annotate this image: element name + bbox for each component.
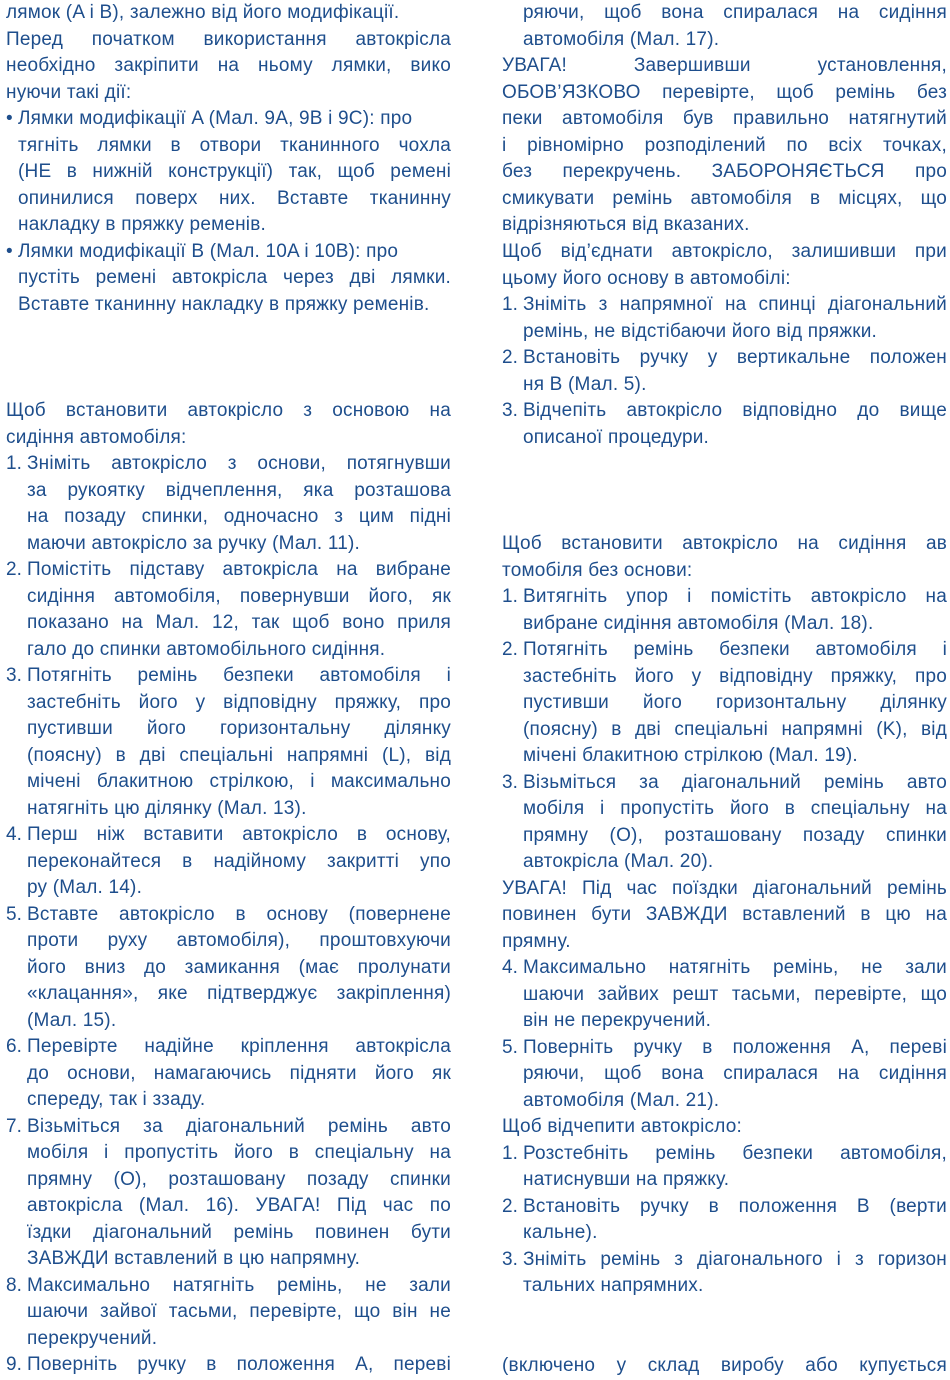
step-2: [6, 557, 451, 663]
step-number: 4.: [6, 824, 22, 845]
text-line: Вставте тканинну накладку в пряжку ременів.: [18, 293, 430, 315]
step-number: 2.: [502, 347, 518, 368]
text-line: шаючи зайвої тасьми, перевірте, що він не: [27, 1301, 451, 1322]
text-line: шаючи зайвих решт тасьми, перевірте, що: [523, 983, 947, 1005]
bullet-marker: •: [6, 108, 13, 129]
text-line: кальне).: [523, 1222, 598, 1243]
text-line: Розстебніть ремінь безпеки автомобіля,: [523, 1142, 947, 1164]
text-line: (поясну) в дві спеціальні напрямні (L), від: [27, 744, 451, 766]
text-line: повинен бути ЗАВЖДИ вставлений в цю на: [502, 904, 947, 925]
step-number: 7.: [6, 1115, 22, 1137]
text-line: Лямки модифікації B (Мал. 10A і 10B): про: [18, 240, 399, 262]
text-line: автомобіля (Мал. 21).: [523, 1089, 720, 1111]
text-line: ня B (Мал. 5).: [523, 373, 647, 395]
step-number: 3.: [6, 665, 22, 686]
text-line: відрізняються від вказаних.: [502, 214, 750, 235]
detach-step-2: [502, 345, 947, 398]
step-number: 3.: [502, 771, 518, 793]
step-number: 5.: [502, 1036, 518, 1058]
text-line: їздки діагональний ремінь повинен бути: [27, 1221, 451, 1243]
text-line: мобіля і пропустіть його в спеціальну на: [523, 798, 947, 819]
text-line: опинилися поверх них. Вставте тканинну: [18, 187, 451, 209]
unhook-step-3: [502, 1247, 947, 1300]
step-9: [6, 1352, 451, 1379]
warning-paragraph-2: [502, 876, 947, 956]
step-number: 3.: [502, 1248, 518, 1270]
step-number: 3.: [502, 400, 518, 421]
text-line: тягніть лямки в отвори тканинного чохла: [18, 134, 451, 156]
text-line: мобіля і пропустіть його в спеціальну на: [27, 1142, 451, 1163]
text-line: він не перекручений.: [523, 1010, 712, 1031]
text-line: Помістіть підставу автокрісла на вибране: [27, 559, 451, 580]
section-intro-line: сидіння автомобіля:: [6, 426, 187, 448]
text-line: проти руху автомобіля), проштовхуючи: [27, 930, 451, 951]
step-number: 1.: [502, 586, 518, 607]
text-line: Встановіть ручку в положення B (верти: [523, 1195, 947, 1217]
text-line: лямок (A і B), залежно від його модифікації.: [6, 2, 400, 23]
nobase-step-5: [502, 1035, 947, 1115]
text-line: перекручений.: [27, 1327, 158, 1349]
text-line: Перш ніж вставити автокрісло в основу,: [27, 824, 451, 845]
text-line: (поясну) в дві спеціальні напрямні (K), від: [523, 718, 947, 740]
text-line: необхідно закріпити на ньому лямки, вико: [6, 55, 451, 76]
text-line: прямну (O), розташовану позаду спинки: [523, 824, 947, 846]
text-line: ряючи, щоб вона спиралася на сидіння: [523, 1063, 947, 1084]
text-line: ру (Мал. 14).: [27, 877, 143, 898]
text-line: Зніміть з напрямної на спинці діагональний: [523, 294, 947, 315]
text-line: смикувати ремінь автомобіля в місцях, що: [502, 187, 947, 209]
text-line: Зніміть ремінь з діагонального і з горизон: [523, 1248, 947, 1270]
step-number: 2.: [502, 1195, 518, 1217]
nobase-step-1: [502, 584, 947, 637]
unhook-intro: [502, 1114, 947, 1141]
text-line: вибране сидіння автомобіля (Мал. 18).: [523, 612, 874, 634]
section-intro-line: томобіля без основи:: [502, 559, 693, 581]
text-line: ремінь, не відстібаючи його від пряжки.: [523, 320, 878, 342]
text-line: ряючи, щоб вона спиралася на сидіння: [523, 2, 947, 23]
step-number: 1.: [6, 453, 22, 474]
step-4: [6, 822, 451, 902]
text-line: мічені блакитною стрілкою (Мал. 19).: [523, 745, 858, 766]
unhook-step-1: [502, 1141, 947, 1194]
text-line: Встановіть ручку у вертикальне положен: [523, 347, 947, 368]
step-1: [6, 451, 451, 557]
text-line: автокрісла (Мал. 16). УВАГА! Під час по: [27, 1195, 451, 1216]
text-line: автокрісла (Мал. 20).: [523, 851, 714, 872]
step-5: [6, 902, 451, 1035]
text-line: ЗАВЖДИ вставлений в цю напрямну.: [27, 1248, 361, 1269]
step-number: 2.: [6, 559, 22, 580]
text-line: маючи автокрісло за ручку (Мал. 11).: [27, 532, 361, 554]
text-line: Зніміть автокрісло з основи, потягнувши: [27, 453, 451, 474]
section-intro-line: Щоб відчепити автокрісло:: [502, 1116, 742, 1137]
text-line: (НЕ в нижній конструкції) так, щоб ремені: [18, 161, 451, 182]
text-line: (Мал. 15).: [27, 1009, 117, 1031]
text-line: Витягніть упор і помістіть автокрісло на: [523, 586, 947, 607]
text-line: на позаду спинки, одночасно з цим підні: [27, 506, 451, 527]
text-line: переконайтеся в надійному закритті упо: [27, 850, 451, 872]
text-line: ОБОВ’ЯЗКОВО перевірте, щоб ремінь без: [502, 81, 947, 103]
text-line: описаної процедури.: [523, 426, 710, 448]
text-line: застебніть його у відповідну пряжку, про: [27, 691, 451, 713]
text-line: Максимально натягніть ремінь, не зали: [523, 957, 947, 978]
text-line: «клацання», яке підтверджує закріплення): [27, 983, 451, 1004]
text-line: Вставте автокрісло в основу (повернене: [27, 903, 451, 925]
text-line: Поверніть ручку в положення A, переві: [523, 1036, 947, 1058]
text-line: і рівномірно розподілений по всіх точках,: [502, 134, 947, 156]
step-number: 1.: [502, 294, 518, 315]
text-line: Перед початком використання автокрісла: [6, 28, 451, 50]
unhook-step-2: [502, 1194, 947, 1247]
text-line: накладку в пряжку ременів.: [18, 214, 266, 235]
text-line: Лямки модифікації A (Мал. 9A, 9B і 9C): про: [18, 108, 413, 129]
intro-paragraph: [6, 0, 451, 106]
text-line: за рукоятку відчеплення, яка розташова: [27, 479, 451, 501]
section-intro-line: Щоб встановити автокрісло на сидіння ав: [502, 533, 947, 554]
step-number: 1.: [502, 1142, 518, 1164]
bullet-item-a: [6, 106, 451, 239]
step-6: [6, 1034, 451, 1114]
text-line: Відчепіть автокрісло відповідно до вище: [523, 400, 947, 421]
step-number: 8.: [6, 1274, 22, 1296]
section-intro-line: Щоб від’єднати автокрісло, залишивши при: [502, 241, 947, 262]
nobase-step-2: [502, 637, 947, 770]
text-line: (включено у склад виробу або купується: [502, 1355, 947, 1376]
step-number: 5.: [6, 903, 22, 925]
text-line: прямну.: [502, 930, 571, 952]
step-8: [6, 1273, 451, 1353]
step-number: 9.: [6, 1354, 22, 1375]
nobase-step-3: [502, 770, 947, 876]
step-7: [6, 1114, 451, 1273]
text-line: УВАГА! Під час поїздки діагональний ремінь: [502, 877, 947, 899]
text-line: гало до спинки автомобільного сидіння.: [27, 638, 386, 660]
bullet-item-b: [6, 239, 451, 319]
text-line: без перекручень. ЗАБОРОНЯЄТЬСЯ про: [502, 161, 947, 182]
text-line: Візьміться за діагональний ремінь авто: [523, 771, 947, 793]
warning-paragraph: [502, 53, 947, 239]
section-intro-line: цьому його основу в автомобілі:: [502, 267, 791, 289]
text-line: Потягніть ремінь безпеки автомобіля і: [523, 639, 947, 660]
step-number: 6.: [6, 1036, 22, 1057]
text-line: натягніть цю ділянку (Мал. 13).: [27, 797, 307, 819]
text-line: Перевірте надійне кріплення автокрісла: [27, 1036, 451, 1057]
text-line: до основи, намагаючись підняти його як: [27, 1062, 451, 1084]
text-line: натиснувши на пряжку.: [523, 1169, 730, 1190]
text-line: тальних напрямних.: [523, 1275, 704, 1296]
text-line: прямну (O), розташовану позаду спинки: [27, 1168, 451, 1190]
text-line: пустивши його горизонтальну ділянку: [523, 692, 947, 713]
text-line: пеки автомобіля був правильно натягнутий: [502, 108, 947, 129]
bullet-marker: •: [6, 240, 13, 262]
text-line: пустіть ремені автокрісла через дві лямки.: [18, 267, 451, 288]
text-line: спереду, так і ззаду.: [27, 1089, 206, 1110]
text-line: його вниз до замикання (має пролунати: [27, 956, 451, 978]
nobase-step-4: [502, 955, 947, 1035]
text-line: Максимально натягніть ремінь, не зали: [27, 1274, 451, 1296]
detach-step-1: [502, 292, 947, 345]
detach-step-3: [502, 398, 947, 451]
install-without-base-section: [502, 531, 947, 1300]
text-line: Потягніть ремінь безпеки автомобіля і: [27, 665, 451, 686]
text-line: нуючи такі дії:: [6, 81, 132, 103]
step-3: [6, 663, 451, 822]
footer-fragment: [502, 1353, 947, 1380]
text-line: Поверніть ручку в положення A, переві: [27, 1354, 451, 1375]
step-number: 2.: [502, 639, 518, 660]
text-line: пустивши його горизонтальну ділянку: [27, 718, 451, 739]
step-9-continued: [502, 0, 947, 53]
text-line: сидіння автомобіля, повернувши його, як: [27, 585, 451, 607]
text-line: мічені блакитною стрілкою, і максимально: [27, 771, 451, 792]
install-with-base-section: [6, 398, 451, 1379]
text-line: показано на Мал. 12, так щоб воно приля: [27, 612, 451, 633]
text-line: автомобіля (Мал. 17).: [523, 28, 720, 50]
continuation-paragraph: [502, 0, 947, 53]
text-line: Візьміться за діагональний ремінь авто: [27, 1115, 451, 1137]
text-line: застебніть його у відповідну пряжку, про: [523, 665, 947, 687]
step-number: 4.: [502, 957, 518, 978]
detach-section: [502, 239, 947, 451]
section-intro-line: Щоб встановити автокрісло з основою на: [6, 400, 451, 421]
bullet-list: [6, 106, 451, 318]
text-line: УВАГА! Завершивши установлення,: [502, 55, 947, 76]
